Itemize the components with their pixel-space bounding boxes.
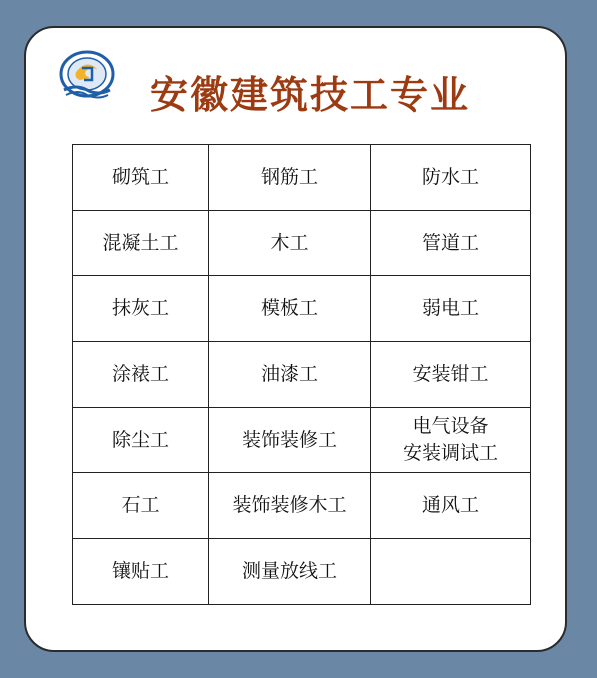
table-cell: 安装钳工 bbox=[371, 342, 531, 408]
table-cell: 混凝土工 bbox=[73, 210, 209, 276]
school-emblem-icon bbox=[58, 50, 116, 100]
table-cell: 装饰装修木工 bbox=[209, 473, 371, 539]
table-cell: 模板工 bbox=[209, 276, 371, 342]
table-row bbox=[73, 276, 531, 342]
table-cell: 钢筋工 bbox=[209, 145, 371, 211]
table-cell-line: 电气设备 bbox=[412, 415, 489, 438]
table-row bbox=[73, 539, 531, 605]
table-cell: 抹灰工 bbox=[73, 276, 209, 342]
table-row bbox=[73, 145, 531, 211]
table-row bbox=[73, 342, 531, 408]
table-cell: 除尘工 bbox=[73, 407, 209, 473]
table-cell-line: 安装调试工 bbox=[402, 442, 498, 465]
table-row bbox=[73, 473, 531, 539]
trades-table bbox=[72, 144, 531, 605]
table-row bbox=[73, 407, 531, 473]
table-cell: 镶贴工 bbox=[73, 539, 209, 605]
content-card bbox=[24, 26, 567, 652]
table-row bbox=[73, 210, 531, 276]
table-cell: 管道工 bbox=[371, 210, 531, 276]
table-cell: 装饰装修工 bbox=[209, 407, 371, 473]
table-cell: 防水工 bbox=[371, 145, 531, 211]
table-cell: 通风工 bbox=[371, 473, 531, 539]
table-cell bbox=[371, 407, 531, 473]
table-cell: 石工 bbox=[73, 473, 209, 539]
table-cell: 木工 bbox=[209, 210, 371, 276]
table-cell bbox=[371, 539, 531, 605]
table-cell: 测量放线工 bbox=[209, 539, 371, 605]
table-cell: 弱电工 bbox=[371, 276, 531, 342]
table-cell: 涂裱工 bbox=[73, 342, 209, 408]
table-cell: 油漆工 bbox=[209, 342, 371, 408]
table-cell: 砌筑工 bbox=[73, 145, 209, 211]
page-title: 安徽建筑技工专业 bbox=[150, 73, 471, 117]
